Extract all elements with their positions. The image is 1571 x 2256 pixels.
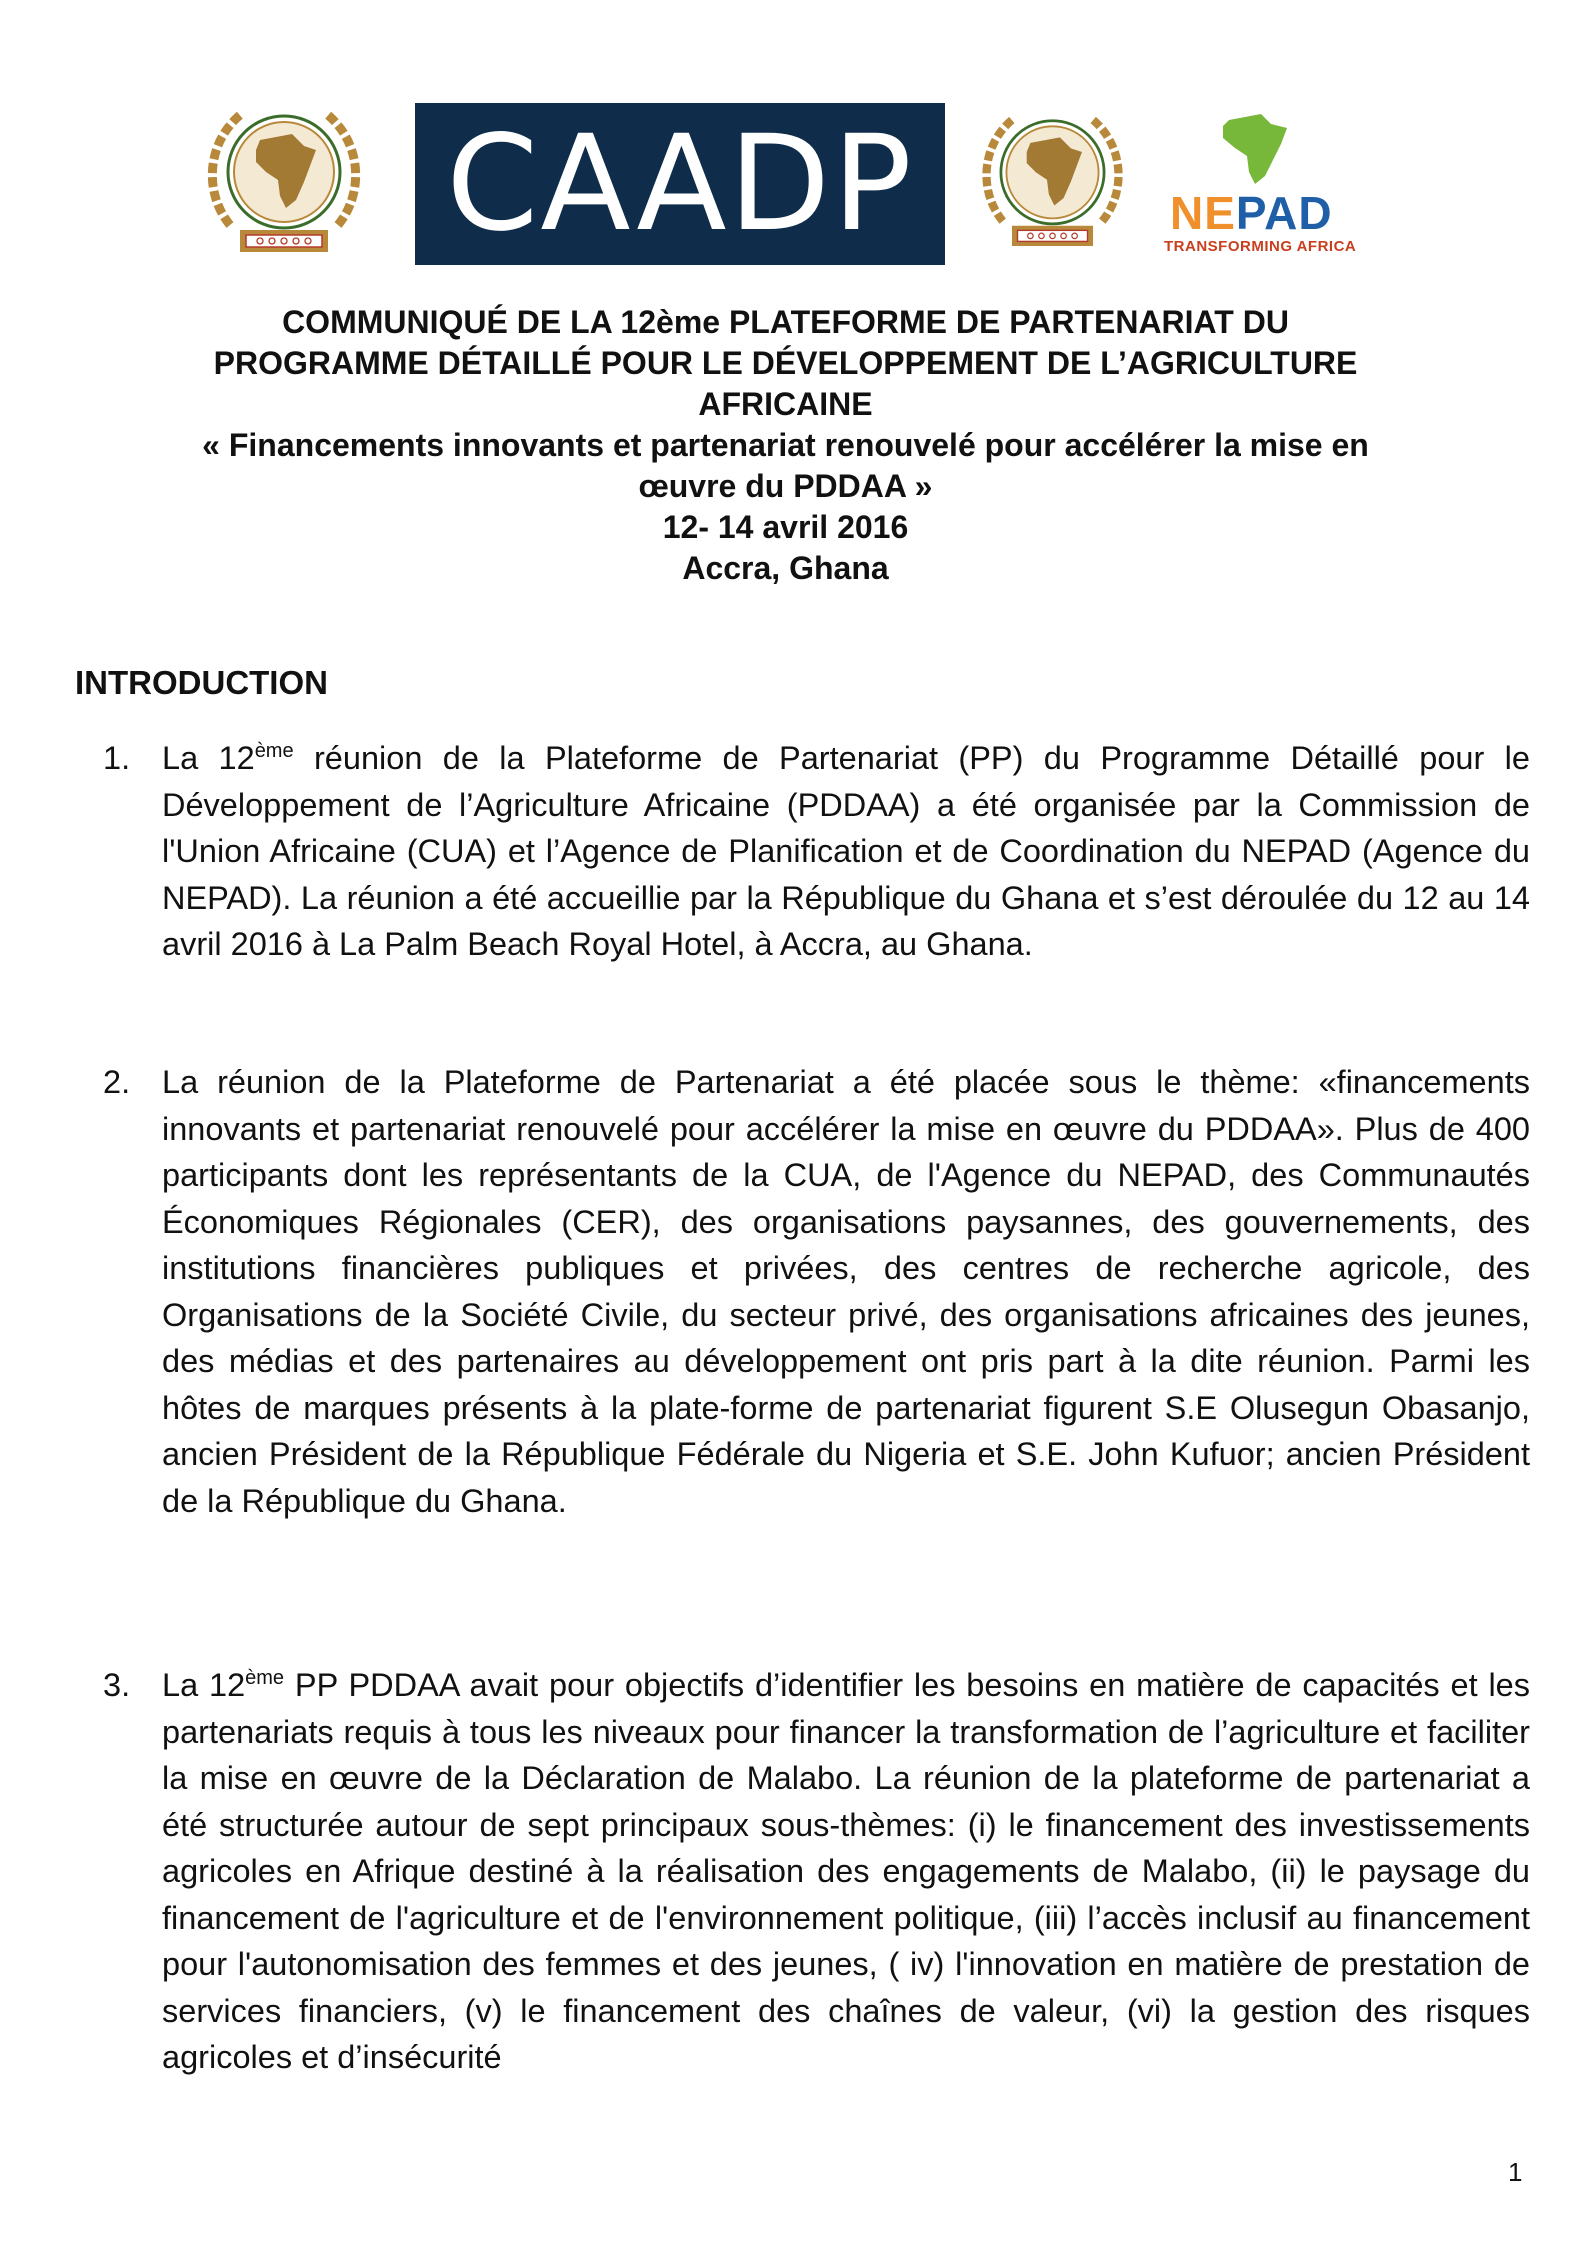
nepad-logo (1160, 110, 1390, 260)
nepad-wordmark-ne: NE (1170, 187, 1236, 239)
logo-header (200, 100, 1390, 270)
numbered-paragraph (103, 1662, 1530, 2081)
paragraph-body: réunion de la Plateforme de Partenariat (PP) du Programme Détaillé pour le Développement de l’Agriculture Africaine (PDDAA) a été organisée par la Commission de l'Union Africaine (CUA) et l’Agence de Planification et de Coordination du NEPAD (Agence du NEPAD). La réunion a été accueillie par la République du Ghana et s’est déroulée du 12 au 14 avril 2016 à La Palm Beach Royal Hotel, à Accra, au Ghana. (162, 740, 1530, 962)
caadp-logo-text: CAADP (446, 107, 914, 261)
african-union-emblem-icon (975, 106, 1130, 258)
ordinal-superscript: ème (254, 740, 294, 763)
paragraph-body: La réunion de la Plateforme de Partenariat a été placée sous le thème: «financements innovants et partenariat renouvelé pour accélérer la mise en œuvre du PDDAA». Plus de 400 participants dont les représentants de la CUA, de l'Agence du NEPAD, des Communautés Économiques Régionales (CER), des organisations paysannes, des gouvernements, des institutions financières publiques et privées, des centres de recherche agricole, des Organisations de la Société Civile, du secteur privé, des organisations africaines des jeunes, des médias et des partenaires au développement ont pris part à la dite réunion. Parmi les hôtes de marques présents à la plate-forme de partenariat figurent S.E Olusegun Obasanjo, ancien Président de la République Fédérale du Nigeria et S.E. John Kufuor; ancien Président de la République du Ghana. (162, 1064, 1530, 1519)
african-union-emblem-icon (200, 100, 368, 265)
theme-line: œuvre du PDDAA » (638, 468, 933, 504)
paragraph-body: PP PDDAA avait pour objectifs d’identifier les besoins en matière de capacités et les partenariats requis à tous les niveaux pour financer la transformation de l’agriculture et faciliter la mise en œuvre de la Déclaration de Malabo. La réunion de la plateforme de partenariat a été structurée autour de sept principaux sous-thèmes: (i) le financement des investissements agricoles en Afrique destiné à la réalisation des engagements de Malabo, (ii) le paysage du financement de l'agriculture et de l'environnement politique, (iii) l’accès inclusif au financement pour l'autonomisation des femmes et des jeunes, ( iv) l'innovation en matière de prestation de services financiers, (v) le financement des chaînes de valeur, (vi) la gestion des risques agricoles et d’insécurité (162, 1667, 1530, 2075)
theme-line: « Financements innovants et partenariat renouvelé pour accélérer la mise en (202, 427, 1369, 463)
numbered-paragraph (103, 1059, 1530, 1524)
paragraph-number: 3. (103, 1667, 131, 1703)
section-heading: INTRODUCTION (75, 664, 328, 701)
paragraph-number: 1. (103, 740, 131, 776)
event-location: Accra, Ghana (682, 550, 889, 586)
caadp-logo (415, 103, 945, 265)
document-title (80, 302, 1491, 589)
african-union-emblem-left (200, 100, 368, 265)
nepad-tagline: TRANSFORMING AFRICA (1164, 238, 1357, 255)
paragraph-text (162, 735, 1530, 968)
africa-map-icon (1215, 110, 1295, 188)
ordinal-superscript: ème (245, 1667, 285, 1690)
paragraph-text (162, 1059, 1530, 1524)
title-line: AFRICAINE (698, 386, 873, 422)
title-line: PROGRAMME DÉTAILLÉ POUR LE DÉVELOPPEMENT DE L’AGRICULTURE (213, 345, 1358, 381)
numbered-paragraph (103, 735, 1530, 968)
event-dates: 12- 14 avril 2016 (662, 509, 909, 545)
page-number: 1 (1508, 2157, 1523, 2187)
paragraph-number: 2. (103, 1064, 131, 1100)
title-line: COMMUNIQUÉ DE LA 12ème PLATEFORME DE PARTENARIAT DU (282, 304, 1289, 340)
paragraph-prefix: La 12 (162, 1667, 246, 1703)
paragraph-text (162, 1662, 1530, 2081)
nepad-wordmark-pad: PAD (1235, 187, 1333, 239)
paragraph-prefix: La 12 (162, 740, 255, 776)
african-union-emblem-right (975, 106, 1130, 258)
nepad-wordmark (1170, 187, 1333, 239)
